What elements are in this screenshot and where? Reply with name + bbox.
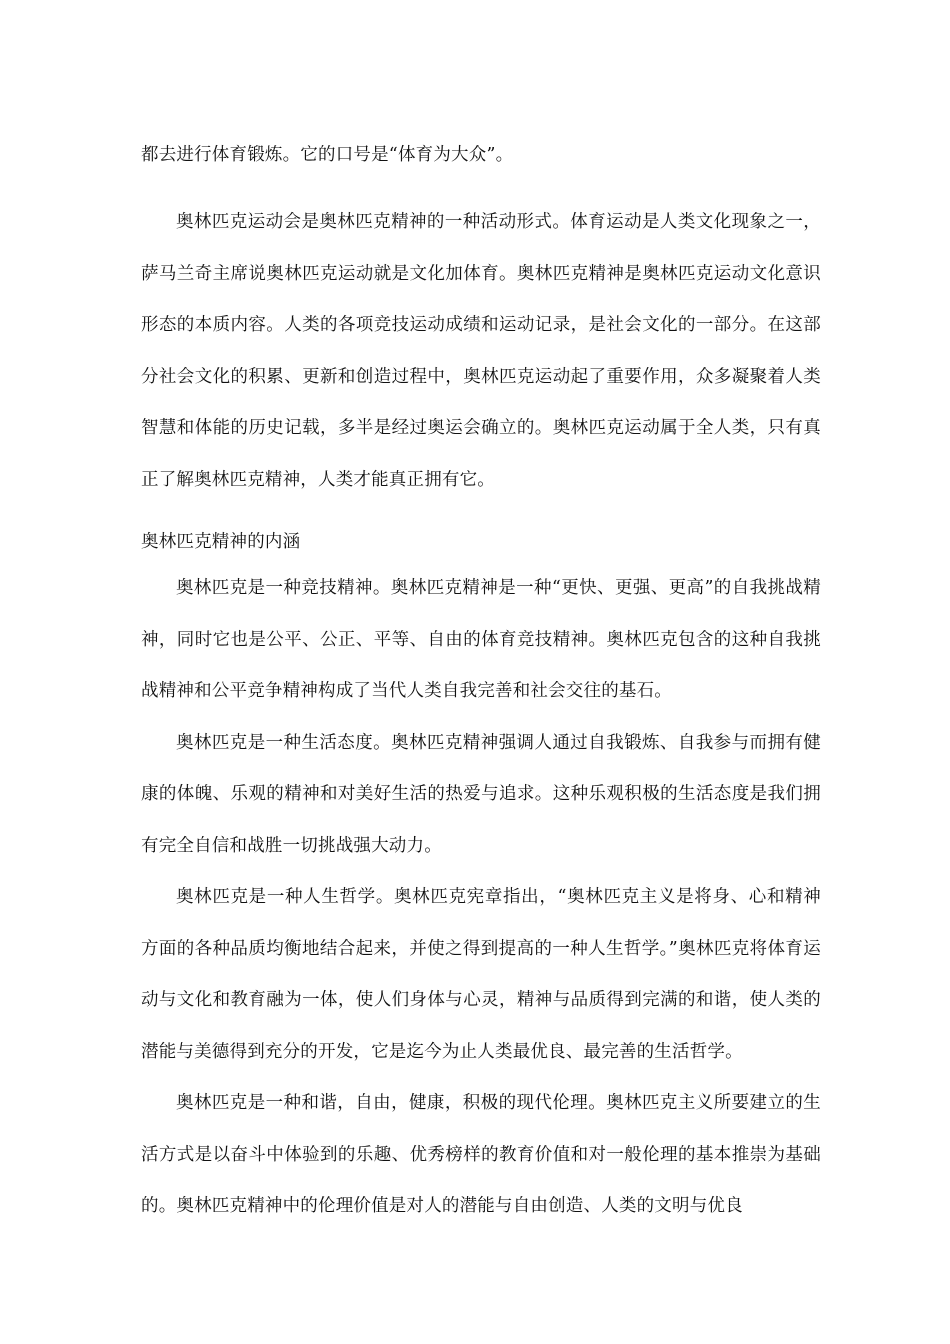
continuation-paragraph: 都去进行体育锻炼。它的口号是“体育为大众”。 bbox=[141, 145, 514, 165]
olympic-games-paragraph-block bbox=[141, 197, 821, 506]
life-philosophy-paragraph: 奥林匹克是一种人生哲学。奥林匹克宪章指出，“奥林匹克主义是将身、心和精神方面的各种品质均衡地结合起来，并使之得到提高的一种人生哲学。”奥林匹克将体育运动与文化和教育融为一体，使人们身体与心灵，精神与品质得到完满的和谐，使人类的潜能与美德得到充分的开发，它是迄今为止人类最优良、最完善的生活哲学。 bbox=[141, 887, 821, 1062]
competition-spirit-paragraph: 奥林匹克是一种竞技精神。奥林匹克精神是一种“更快、更强、更高”的自我挑战精神，同时它也是公平、公正、平等、自由的体育竞技精神。奥林匹克包含的这种自我挑战精神和公平竞争精神构成了当代人类自我完善和社会交往的基石。 bbox=[141, 578, 821, 701]
continuation-paragraph-block bbox=[141, 130, 821, 182]
olympic-games-paragraph: 奥林匹克运动会是奥林匹克精神的一种活动形式。体育运动是人类文化现象之一，萨马兰奇主席说奥林匹克运动就是文化加体育。奥林匹克精神是奥林匹克运动文化意识形态的本质内容。人类的各项竞技运动成绩和运动记录，是社会文化的一部分。在这部分社会文化的积累、更新和创造过程中，奥林匹克运动起了重要作用，众多凝聚着人类智慧和体能的历史记载，多半是经过奥运会确立的。奥林匹克运动属于全人类，只有真正了解奥林匹克精神，人类才能真正拥有它。 bbox=[141, 212, 821, 490]
modern-ethics-paragraph: 奥林匹克是一种和谐，自由，健康，积极的现代伦理。奥林匹克主义所要建立的生活方式是以奋斗中体验到的乐趣、优秀榜样的教育价值和对一般伦理的基本推崇为基础的。奥林匹克精神中的伦理价值是对人的潜能与自由创造、人类的文明与优良 bbox=[141, 1093, 821, 1216]
life-attitude-paragraph: 奥林匹克是一种生活态度。奥林匹克精神强调人通过自我锻炼、自我参与而拥有健康的体魄、乐观的精神和对美好生活的热爱与追求。这种乐观积极的生活态度是我们拥有完全自信和战胜一切挑战强大动力。 bbox=[141, 732, 821, 856]
section-heading: 奥林匹克精神的内涵 bbox=[141, 532, 301, 552]
section-heading-block bbox=[141, 517, 821, 569]
spirit-content-block bbox=[141, 563, 821, 1233]
